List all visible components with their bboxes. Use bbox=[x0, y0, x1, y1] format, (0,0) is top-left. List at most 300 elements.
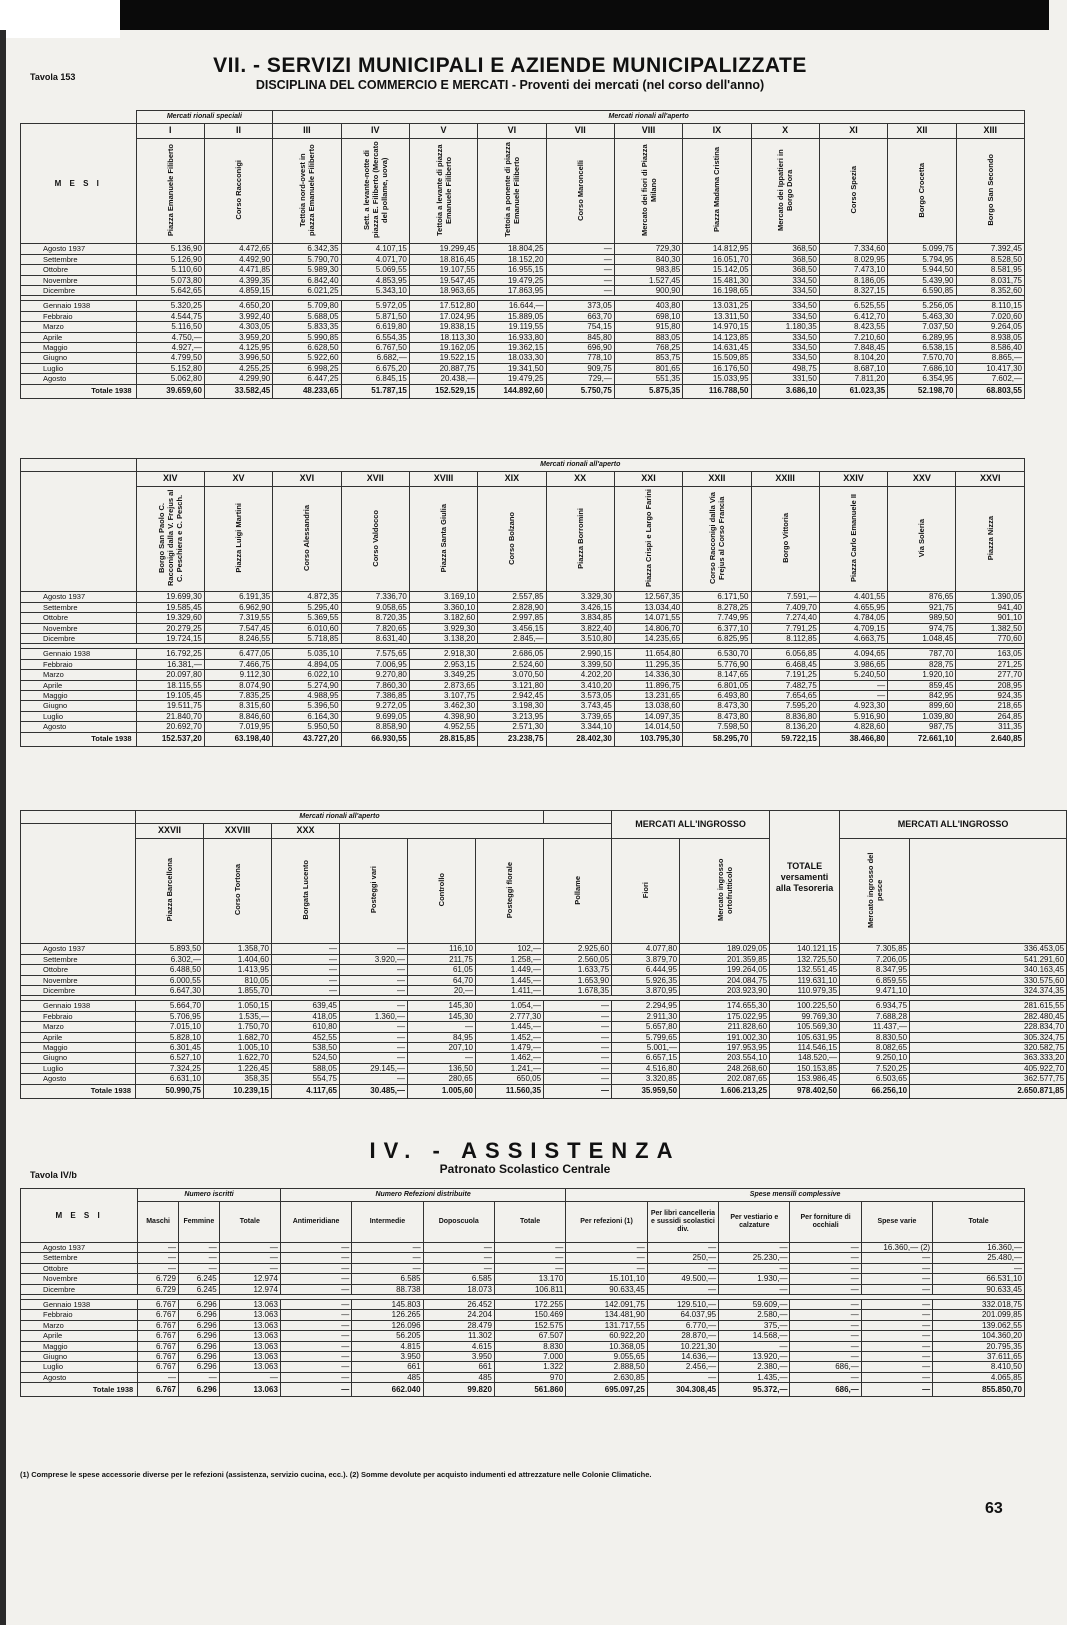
t3-row bbox=[21, 1022, 1067, 1032]
data-cell: — bbox=[861, 1352, 932, 1362]
column-number: IV bbox=[341, 124, 409, 139]
total-cell: 52.198,70 bbox=[888, 384, 956, 398]
assistenza-title: IV. - ASSISTENZA bbox=[369, 1138, 681, 1163]
data-cell: — bbox=[423, 1243, 494, 1253]
data-cell: 61,05 bbox=[408, 965, 476, 975]
data-cell: 17.024,95 bbox=[409, 311, 477, 321]
data-cell: 8.581,95 bbox=[956, 265, 1025, 275]
t2-row bbox=[21, 659, 1025, 669]
data-cell: 105.631,95 bbox=[770, 1032, 840, 1042]
data-cell: 19.299,45 bbox=[409, 244, 477, 254]
data-cell: 405.922,70 bbox=[910, 1063, 1067, 1073]
total-cell: 33.582,45 bbox=[204, 384, 272, 398]
data-cell: 6.801,05 bbox=[683, 680, 751, 690]
data-cell: — bbox=[352, 1253, 423, 1263]
data-cell: 334,50 bbox=[751, 286, 819, 296]
data-cell: 202.087,65 bbox=[680, 1074, 770, 1084]
data-cell: 14.970,15 bbox=[683, 322, 751, 332]
column-header bbox=[478, 487, 546, 592]
data-cell: 1.411,— bbox=[476, 986, 544, 996]
data-cell: 334,50 bbox=[751, 275, 819, 285]
data-cell: 828,75 bbox=[888, 659, 956, 669]
month-label: Gennaio 1938 bbox=[21, 301, 137, 311]
column-header-label: Tettoia nord-ovest in piazza Emanuele Filiberto bbox=[297, 144, 316, 236]
data-cell: 6.527,10 bbox=[136, 1053, 204, 1063]
data-cell: 5.069,55 bbox=[341, 265, 409, 275]
page-number: 63 bbox=[985, 1500, 1003, 1517]
data-cell: — bbox=[790, 1263, 861, 1273]
data-cell: 16.381,— bbox=[136, 659, 204, 669]
column-header: Antimeridiane bbox=[280, 1202, 351, 1243]
data-cell: 7.848,45 bbox=[819, 343, 887, 353]
data-cell: 8.246,55 bbox=[204, 634, 272, 644]
total-cell: 72.661,10 bbox=[888, 732, 956, 746]
data-cell: 21.840,70 bbox=[136, 711, 204, 721]
column-number: XXI bbox=[614, 472, 682, 487]
data-cell: 8.830 bbox=[494, 1341, 565, 1351]
column-header bbox=[546, 487, 614, 592]
total-cell: 5.875,35 bbox=[614, 384, 682, 398]
data-cell: 14.071,55 bbox=[614, 613, 682, 623]
data-cell: 6.675,20 bbox=[341, 363, 409, 373]
data-cell: 7.686,10 bbox=[888, 363, 956, 373]
data-cell: — bbox=[494, 1243, 565, 1253]
data-cell: — bbox=[719, 1341, 790, 1351]
data-cell: 768,25 bbox=[614, 343, 682, 353]
total-cell: 4.117,65 bbox=[272, 1084, 340, 1098]
data-cell: 20.795,35 bbox=[933, 1341, 1025, 1351]
data-cell: 6.377,10 bbox=[683, 623, 751, 633]
data-cell: — bbox=[790, 1331, 861, 1341]
data-cell: 37.611,65 bbox=[933, 1352, 1025, 1362]
data-cell: 1.390,05 bbox=[956, 592, 1025, 602]
data-cell: — bbox=[790, 1352, 861, 1362]
data-cell: 1.050,15 bbox=[204, 1001, 272, 1011]
data-cell: 485 bbox=[423, 1372, 494, 1382]
data-cell: 7.334,60 bbox=[819, 244, 887, 254]
data-cell: 16.360,— bbox=[933, 1243, 1025, 1253]
assistenza-total-row bbox=[21, 1383, 1025, 1397]
data-cell: 2.990,15 bbox=[546, 649, 614, 659]
data-cell: 208,95 bbox=[956, 680, 1025, 690]
column-header-label: Borgo Vittoria bbox=[780, 513, 790, 563]
data-cell: 13.063 bbox=[219, 1320, 280, 1330]
data-cell: 11.302 bbox=[423, 1331, 494, 1341]
data-cell: 4.492,90 bbox=[204, 254, 272, 264]
data-cell: — bbox=[790, 1341, 861, 1351]
t3-row bbox=[21, 965, 1067, 975]
data-cell: 16.644,— bbox=[478, 301, 546, 311]
data-cell: 610,80 bbox=[272, 1022, 340, 1032]
data-cell: 3.070,50 bbox=[478, 670, 546, 680]
data-cell: 28.870,— bbox=[647, 1331, 718, 1341]
column-number: XVI bbox=[273, 472, 341, 487]
data-cell: 974,75 bbox=[888, 623, 956, 633]
data-cell: 1.653,90 bbox=[544, 975, 612, 985]
data-cell: 13.063 bbox=[219, 1352, 280, 1362]
column-header-label: Piazza Santa Giulia bbox=[439, 503, 449, 573]
data-cell: 8.136,20 bbox=[751, 722, 819, 732]
data-cell: 5.136,90 bbox=[136, 244, 204, 254]
assistenza-row bbox=[21, 1372, 1025, 1382]
data-cell: 6.842,40 bbox=[273, 275, 341, 285]
data-cell: 4.988,95 bbox=[273, 691, 341, 701]
total-cell: 978.402,50 bbox=[770, 1084, 840, 1098]
data-cell: 729,— bbox=[546, 374, 614, 384]
assistenza-row bbox=[21, 1243, 1025, 1253]
blank-cell bbox=[544, 811, 612, 824]
data-cell: — bbox=[790, 1300, 861, 1310]
data-cell: — bbox=[566, 1253, 648, 1263]
data-cell: 498,75 bbox=[751, 363, 819, 373]
data-cell: 8.074,90 bbox=[204, 680, 272, 690]
group-header: Mercati rionali all'aperto bbox=[136, 811, 544, 824]
data-cell: 19.479,25 bbox=[478, 275, 546, 285]
t3-row bbox=[21, 1001, 1067, 1011]
column-header bbox=[956, 487, 1025, 592]
data-cell: — bbox=[219, 1372, 280, 1382]
data-cell: 332.018,75 bbox=[933, 1300, 1025, 1310]
data-cell: 19.162,05 bbox=[409, 343, 477, 353]
data-cell: 2.294,95 bbox=[612, 1001, 680, 1011]
data-cell: 7.206,05 bbox=[840, 954, 910, 964]
data-cell: 207,10 bbox=[408, 1043, 476, 1053]
month-label: Agosto 1937 bbox=[21, 1243, 138, 1253]
data-cell: 5.295,40 bbox=[273, 602, 341, 612]
data-cell: 1.360,— bbox=[340, 1011, 408, 1021]
data-cell: — bbox=[790, 1320, 861, 1330]
total-cell: 95.372,— bbox=[719, 1383, 790, 1397]
data-cell: 199.264,05 bbox=[680, 965, 770, 975]
data-cell: 28.479 bbox=[423, 1320, 494, 1330]
column-number: XXX bbox=[272, 824, 340, 839]
t3-row bbox=[21, 1063, 1067, 1073]
data-cell: 7.015,10 bbox=[136, 1022, 204, 1032]
data-cell: 5.320,25 bbox=[136, 301, 204, 311]
total-cell: 28.402,30 bbox=[546, 732, 614, 746]
data-cell: 6.477,05 bbox=[204, 649, 272, 659]
data-cell: 4.952,55 bbox=[409, 722, 477, 732]
month-label: Gennaio 1938 bbox=[21, 1300, 138, 1310]
blank-cell bbox=[21, 811, 136, 824]
data-cell: 1.180,35 bbox=[751, 322, 819, 332]
data-cell: 7.191,25 bbox=[751, 670, 819, 680]
data-cell: 524,50 bbox=[272, 1053, 340, 1063]
data-cell: 7.210,60 bbox=[819, 332, 887, 342]
column-header-label: Corso Maroncelli bbox=[575, 159, 585, 221]
assistenza-row bbox=[21, 1310, 1025, 1320]
data-cell: — bbox=[647, 1284, 718, 1294]
data-cell: 778,10 bbox=[546, 353, 614, 363]
data-cell: 7.570,70 bbox=[888, 353, 956, 363]
data-cell: 3.456,15 bbox=[478, 623, 546, 633]
column-header bbox=[341, 487, 409, 592]
column-header bbox=[612, 839, 680, 944]
data-cell: — bbox=[340, 1001, 408, 1011]
column-number: XIV bbox=[136, 472, 204, 487]
data-cell: 4.202,20 bbox=[546, 670, 614, 680]
assistenza-row bbox=[21, 1331, 1025, 1341]
data-cell: 13.170 bbox=[494, 1274, 565, 1284]
data-cell: 1.358,70 bbox=[204, 944, 272, 954]
column-header-label: Mercato dei Ippatieri in Borgo Dora bbox=[776, 149, 795, 231]
column-header: Per libri cancelleria e sussidi scolastici div. bbox=[647, 1202, 718, 1243]
data-cell: 4.303,05 bbox=[204, 322, 272, 332]
data-cell: 810,05 bbox=[204, 975, 272, 985]
data-cell: 970 bbox=[494, 1372, 565, 1382]
month-label: Marzo bbox=[21, 670, 137, 680]
t3-total-row bbox=[21, 1084, 1067, 1098]
data-cell: — bbox=[272, 975, 340, 985]
data-cell: 18.816,45 bbox=[409, 254, 477, 264]
data-cell: — bbox=[280, 1263, 351, 1273]
data-cell: 4.077,80 bbox=[612, 944, 680, 954]
data-cell: 18.113,30 bbox=[409, 332, 477, 342]
data-cell: 6.021,25 bbox=[273, 286, 341, 296]
column-header bbox=[680, 839, 770, 944]
column-header-label: Borgo San Secondo bbox=[985, 154, 995, 226]
data-cell: — bbox=[647, 1263, 718, 1273]
group-header-row bbox=[21, 1189, 1025, 1202]
t2-row bbox=[21, 680, 1025, 690]
data-cell: 1.452,— bbox=[476, 1032, 544, 1042]
data-cell: 16.198,65 bbox=[683, 286, 751, 296]
total-cell: 23.238,75 bbox=[478, 732, 546, 746]
group-header: Mercati rionali all'aperto bbox=[273, 111, 1025, 124]
t2-row bbox=[21, 634, 1025, 644]
column-header-label: Piazza Emanuele Filiberto bbox=[165, 143, 175, 237]
t3-row bbox=[21, 986, 1067, 996]
data-cell: 5.664,70 bbox=[136, 1001, 204, 1011]
total-cell: 152.529,15 bbox=[409, 384, 477, 398]
data-cell: 311,35 bbox=[956, 722, 1025, 732]
data-cell: 3.121,80 bbox=[478, 680, 546, 690]
data-cell: 485 bbox=[352, 1372, 423, 1382]
month-label: Dicembre bbox=[21, 1284, 138, 1294]
data-cell: 11.654,80 bbox=[614, 649, 682, 659]
month-label: Giugno bbox=[21, 701, 137, 711]
data-cell: 4.471,85 bbox=[204, 265, 272, 275]
data-cell: — bbox=[933, 1263, 1025, 1273]
data-cell: 13.063 bbox=[219, 1331, 280, 1341]
month-label: Giugno bbox=[21, 353, 137, 363]
data-cell: 7.319,55 bbox=[204, 613, 272, 623]
data-cell: 358,35 bbox=[204, 1074, 272, 1084]
data-cell: — bbox=[861, 1331, 932, 1341]
data-cell: 5.152,80 bbox=[136, 363, 204, 373]
data-cell: 67.507 bbox=[494, 1331, 565, 1341]
column-header-label: Tettoia a levante di piazza Emanuele Filiberto bbox=[434, 144, 453, 236]
data-cell: 15.033,95 bbox=[683, 374, 751, 384]
blank-cell bbox=[21, 111, 137, 124]
markets-table-1 bbox=[20, 110, 1025, 399]
group-header: Spese mensili complessive bbox=[566, 1189, 1025, 1202]
column-header-label: Mercato ingrosso ortofrutticolo bbox=[715, 858, 734, 922]
data-cell: 1.039,80 bbox=[888, 711, 956, 721]
data-cell: 64.037,95 bbox=[647, 1310, 718, 1320]
data-cell: 7.598,50 bbox=[683, 722, 751, 732]
data-cell: 2.686,05 bbox=[478, 649, 546, 659]
column-header-label: Piazza Luigi Martini bbox=[234, 503, 244, 573]
column-header bbox=[136, 839, 204, 944]
data-cell: 191.002,30 bbox=[680, 1032, 770, 1042]
total-cell: 2.650.871,85 bbox=[910, 1084, 1067, 1098]
data-cell: 16.176,50 bbox=[683, 363, 751, 373]
month-label: Agosto bbox=[21, 374, 137, 384]
column-header-label: Pollame bbox=[573, 875, 583, 905]
data-cell: 1.258,— bbox=[476, 954, 544, 964]
data-cell: 4.615 bbox=[423, 1341, 494, 1351]
data-cell: — bbox=[546, 286, 614, 296]
data-cell: 2.456,— bbox=[647, 1362, 718, 1372]
data-cell: 11.896,75 bbox=[614, 680, 682, 690]
data-cell: 7.820,65 bbox=[341, 623, 409, 633]
data-cell: 3.426,15 bbox=[546, 602, 614, 612]
t1-row bbox=[21, 343, 1025, 353]
data-cell: 6.729 bbox=[138, 1284, 179, 1294]
data-cell: — bbox=[494, 1263, 565, 1273]
data-cell: 4.399,35 bbox=[204, 275, 272, 285]
data-cell: 6.503,65 bbox=[840, 1074, 910, 1084]
data-cell: — bbox=[280, 1362, 351, 1372]
data-cell: 59.609,— bbox=[719, 1300, 790, 1310]
column-header-label: Borgo San Paolo C. Racconigi dalla V. Frejus al C. Peschiera e C. Pesch. bbox=[156, 489, 184, 587]
column-number: XIX bbox=[478, 472, 546, 487]
data-cell: — bbox=[280, 1300, 351, 1310]
data-cell: 900,90 bbox=[614, 286, 682, 296]
data-cell: 538,50 bbox=[272, 1043, 340, 1053]
data-cell: — bbox=[219, 1263, 280, 1273]
data-cell: 7.595,20 bbox=[751, 701, 819, 711]
data-cell: 132.551,45 bbox=[770, 965, 840, 975]
data-cell: 6.447,25 bbox=[273, 374, 341, 384]
data-cell: 3.344,10 bbox=[546, 722, 614, 732]
data-cell: 228.834,70 bbox=[910, 1022, 1067, 1032]
column-header bbox=[683, 139, 751, 244]
data-cell: 1.535,— bbox=[204, 1011, 272, 1021]
t1-row bbox=[21, 286, 1025, 296]
column-header-label: Piazza Borromini bbox=[575, 507, 585, 569]
data-cell: — bbox=[861, 1300, 932, 1310]
column-header bbox=[751, 487, 819, 592]
data-cell: 134.481,90 bbox=[566, 1310, 648, 1320]
column-header bbox=[408, 839, 476, 944]
data-cell: 899,60 bbox=[888, 701, 956, 711]
data-cell: 14.636,— bbox=[647, 1352, 718, 1362]
data-cell: — bbox=[546, 244, 614, 254]
month-label: Aprile bbox=[21, 680, 137, 690]
data-cell: 6.554,35 bbox=[341, 332, 409, 342]
column-header bbox=[478, 139, 546, 244]
column-header-label: Fiori bbox=[641, 881, 651, 899]
data-cell: 551,35 bbox=[614, 374, 682, 384]
scan-corner bbox=[0, 0, 120, 38]
assistenza-row bbox=[21, 1362, 1025, 1372]
data-cell: 5.073,80 bbox=[136, 275, 204, 285]
data-cell: 3.950 bbox=[423, 1352, 494, 1362]
data-cell: 5.396,50 bbox=[273, 701, 341, 711]
data-cell: 876,65 bbox=[888, 592, 956, 602]
t3-row bbox=[21, 1011, 1067, 1021]
data-cell: — bbox=[861, 1320, 932, 1330]
data-cell: 842,95 bbox=[888, 691, 956, 701]
column-header bbox=[546, 139, 614, 244]
data-cell: 8.031,75 bbox=[956, 275, 1025, 285]
column-number: VIII bbox=[614, 124, 682, 139]
data-cell: 5.274,90 bbox=[273, 680, 341, 690]
t1-total-row bbox=[21, 384, 1025, 398]
column-number: XXVII bbox=[136, 824, 204, 839]
data-cell: 8.938,05 bbox=[956, 332, 1025, 342]
column-number: I bbox=[136, 124, 204, 139]
data-cell: 5.794,95 bbox=[888, 254, 956, 264]
blank-cell bbox=[340, 824, 612, 839]
total-cell: 152.537,20 bbox=[136, 732, 204, 746]
column-header-label: Tettoia a ponente di piazza Emanuele Filiberto bbox=[502, 142, 521, 238]
data-cell: — bbox=[819, 680, 887, 690]
total-cell: 35.959,50 bbox=[612, 1084, 680, 1098]
data-cell: 6.767 bbox=[138, 1362, 179, 1372]
data-cell: 6.619,80 bbox=[341, 322, 409, 332]
data-cell: 5.972,05 bbox=[341, 301, 409, 311]
data-cell: 801,65 bbox=[614, 363, 682, 373]
data-cell: 5.116,50 bbox=[136, 322, 204, 332]
total-cell: 66.930,55 bbox=[341, 732, 409, 746]
column-header bbox=[272, 839, 340, 944]
total-cell: 38.466,80 bbox=[819, 732, 887, 746]
data-cell: 15.889,05 bbox=[478, 311, 546, 321]
data-cell: 172.255 bbox=[494, 1300, 565, 1310]
data-cell: 129.510,— bbox=[647, 1300, 718, 1310]
column-header bbox=[819, 487, 887, 592]
footnote: (1) Comprese le spese accessorie diverse per le refezioni (assistenza, servizio cucina, ecc.). (2) Somme devolute per acquisto indumenti ed attrezzature nelle Colonie Climatiche. bbox=[20, 1470, 652, 1479]
data-cell: 102,— bbox=[476, 944, 544, 954]
group-header-row bbox=[21, 459, 1025, 472]
data-cell: 104.360,20 bbox=[933, 1331, 1025, 1341]
data-cell: 5.062,80 bbox=[136, 374, 204, 384]
data-cell: — bbox=[861, 1253, 932, 1263]
data-cell: 3.182,60 bbox=[409, 613, 477, 623]
data-cell: 3.822,40 bbox=[546, 623, 614, 633]
data-cell: 6.245 bbox=[178, 1274, 219, 1284]
number-header-row bbox=[21, 124, 1025, 139]
data-cell: — bbox=[280, 1310, 351, 1320]
data-cell: — bbox=[138, 1372, 179, 1382]
data-cell: — bbox=[790, 1243, 861, 1253]
data-cell: 18.152,20 bbox=[478, 254, 546, 264]
data-cell: — bbox=[138, 1243, 179, 1253]
data-cell: 100.225,50 bbox=[770, 1001, 840, 1011]
markets-table-3 bbox=[20, 810, 1067, 1099]
data-cell: 13.920,— bbox=[719, 1352, 790, 1362]
data-cell: 197.953,95 bbox=[680, 1043, 770, 1053]
data-cell: 3.329,30 bbox=[546, 592, 614, 602]
data-cell: 2.925,60 bbox=[544, 944, 612, 954]
data-cell: 6.767 bbox=[138, 1341, 179, 1351]
column-header bbox=[204, 487, 272, 592]
data-cell: 6.859,55 bbox=[840, 975, 910, 985]
t3-row bbox=[21, 1074, 1067, 1084]
total-cell: 144.892,60 bbox=[478, 384, 546, 398]
mesi-header: M E S I bbox=[21, 124, 137, 244]
column-header bbox=[476, 839, 544, 944]
data-cell: 88.738 bbox=[352, 1284, 423, 1294]
data-cell: 8.631,40 bbox=[341, 634, 409, 644]
data-cell: 6.488,50 bbox=[136, 965, 204, 975]
total-cell: 61.023,35 bbox=[819, 384, 887, 398]
data-cell: 6.767 bbox=[138, 1310, 179, 1320]
data-cell: 8.720,35 bbox=[341, 613, 409, 623]
